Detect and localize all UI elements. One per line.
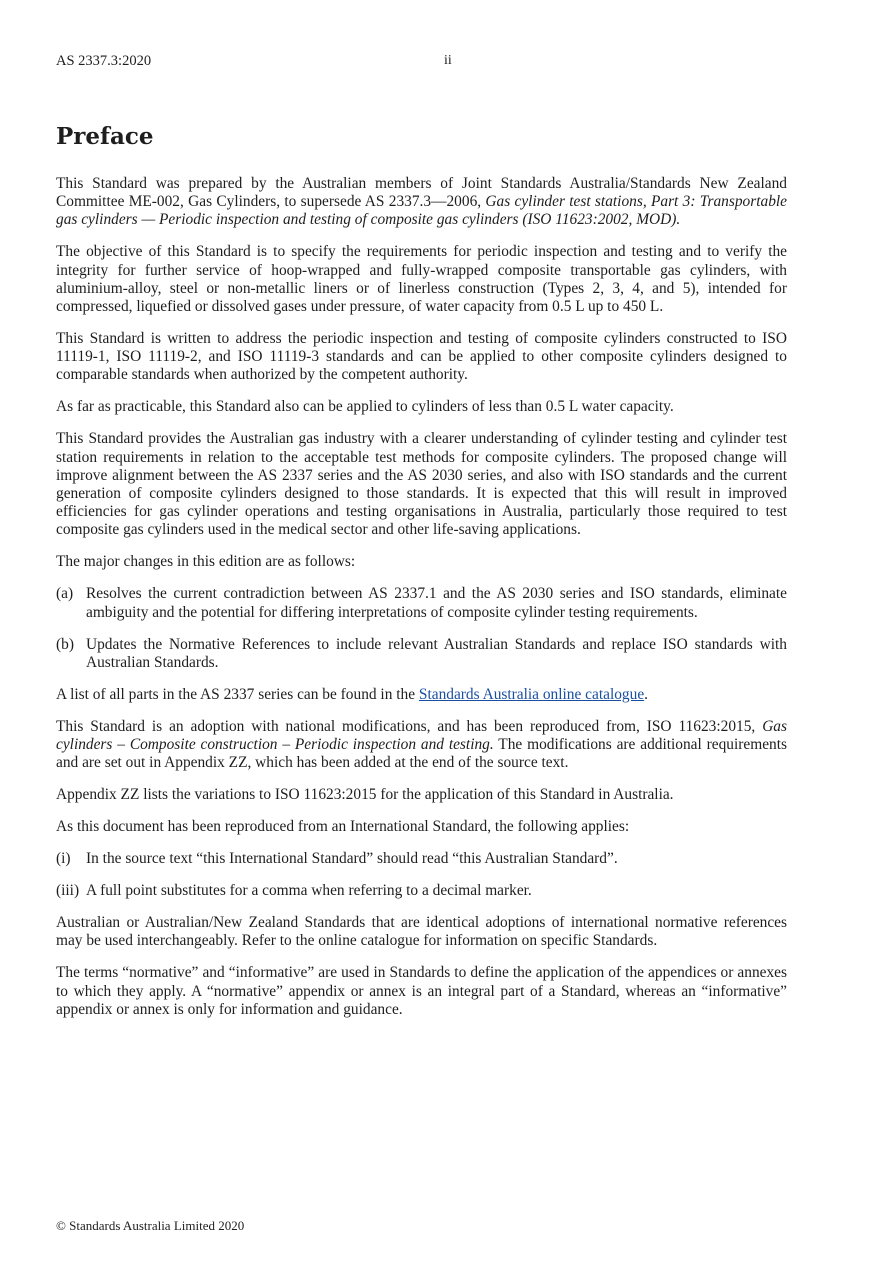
series-list-text: A list of all parts in the AS 2337 series can be found in the [56,685,419,703]
paragraph-identical-adoptions: Australian or Australian/New Zealand Standards that are identical adoptions of international normative references may be used interchangeably. Refer to the online catalogue for information on specific Standards. [56,914,787,950]
adoption-rest: The modifications are additional requirements and are set out in Appendix ZZ, which has been added at the end of the source text. [56,736,787,772]
list-marker-b: (b) [56,635,74,653]
list-marker-a: (a) [56,585,74,603]
paragraph-objective: The objective of this Standard is to specify the requirements for periodic inspection and testing and to verify the integrity for further service of hoop-wrapped and fully-wrapped composite transportable gas cylinders, with aluminium-alloy, steel or non-metallic liners or of linerless construction (Types 2, 3, 4, and 5), intended for compressed, liquefied or dissolved gases under pressure, of water capacity from 0.5 L up to 450 L. [56,243,787,316]
paragraph-normative-informative: The terms “normative” and “informative” are used in Standards to define the application of the appendices or annexes to which they apply. A “normative” appendix or annex is an integral part of a Standard, whereas an “informative” appendix or annex is only for information and guidance. [56,964,787,1018]
list-text-b: Updates the Normative References to include relevant Australian Standards and replace ISO standards with Australian Standards. [86,635,787,671]
paragraph-reproduced: As this document has been reproduced from an International Standard, the following applies: [56,818,630,836]
paragraph-scope: This Standard is written to address the periodic inspection and testing of composite cylinders constructed to ISO 11119-1, ISO 11119-2, and ISO 11119-3 standards and can be applied to other composite cylinders designed to comparable standards when authorized by the competent authority. [56,330,787,384]
list-item-iii [56,882,787,900]
list-marker-iii: (iii) [56,882,80,900]
paragraph-major-changes-intro: The major changes in this edition are as follows: [56,553,356,571]
superseded-standard-title: Gas cylinder test stations, Part 3: Transportable gas cylinders — Periodic inspection and testing of composite gas cylinders (ISO 11623:2002, MOD). [56,193,787,229]
paragraph-supersede [56,175,787,230]
list-item-a [56,585,787,621]
paragraph-supersede-text: This Standard was prepared by the Australian members of Joint Standards Australia/Standards New Zealand Committee ME-002, Gas Cylinders, to supersede AS 2337.3—2006, [56,175,787,211]
adoption-text: This Standard is an adoption with national modifications, and has been reproduced from, ISO 11623:2015, [56,717,763,735]
online-catalogue-link[interactable]: Standards Australia online catalogue [418,685,645,703]
list-text-iii: A full point substitutes for a comma when referring to a decimal marker. [86,882,532,900]
preface-body [56,175,787,1033]
standard-number-header: AS 2337.3:2020 [56,53,152,69]
iso-standard-title: Gas cylinders – Composite construction – Periodic inspection and testing. [56,717,787,754]
paragraph-appendix-zz: Appendix ZZ lists the variations to ISO 11623:2015 for the application of this Standard in Australia. [56,786,674,804]
list-marker-i: (i) [56,850,71,868]
list-item-b [56,636,787,672]
paragraph-adoption [56,718,787,773]
paragraph-small-cylinders: As far as practicable, this Standard also can be applied to cylinders of less than 0.5 L water capacity. [56,398,674,416]
paragraph-series-list [56,686,787,704]
copyright-footer: © Standards Australia Limited 2020 [56,1218,245,1233]
page-title: Preface [56,123,154,150]
series-list-period: . [644,685,649,703]
page-number: ii [444,53,452,68]
paragraph-industry-benefit: This Standard provides the Australian gas industry with a clearer understanding of cylinder testing and cylinder test station requirements in relation to the acceptable test methods for composite cylinders. The proposed change will improve alignment between the AS 2337 series and the AS 2030 series, and also with ISO standards and the current generation of composite cylinders designed to those standards. It is expected that this will result in improved efficiencies for gas cylinder operations and testing organisations in Australia, particularly those required to test composite gas cylinders used in the medical sector and other life-saving applications. [56,430,787,539]
list-text-i: In the source text “this International Standard” should read “this Australian Standard”. [86,850,618,868]
list-item-i [56,850,787,868]
list-text-a: Resolves the current contradiction between AS 2337.1 and the AS 2030 series and ISO standards, eliminate ambiguity and the potential for differing interpretations of composite cylinder testing requirements. [86,585,787,621]
